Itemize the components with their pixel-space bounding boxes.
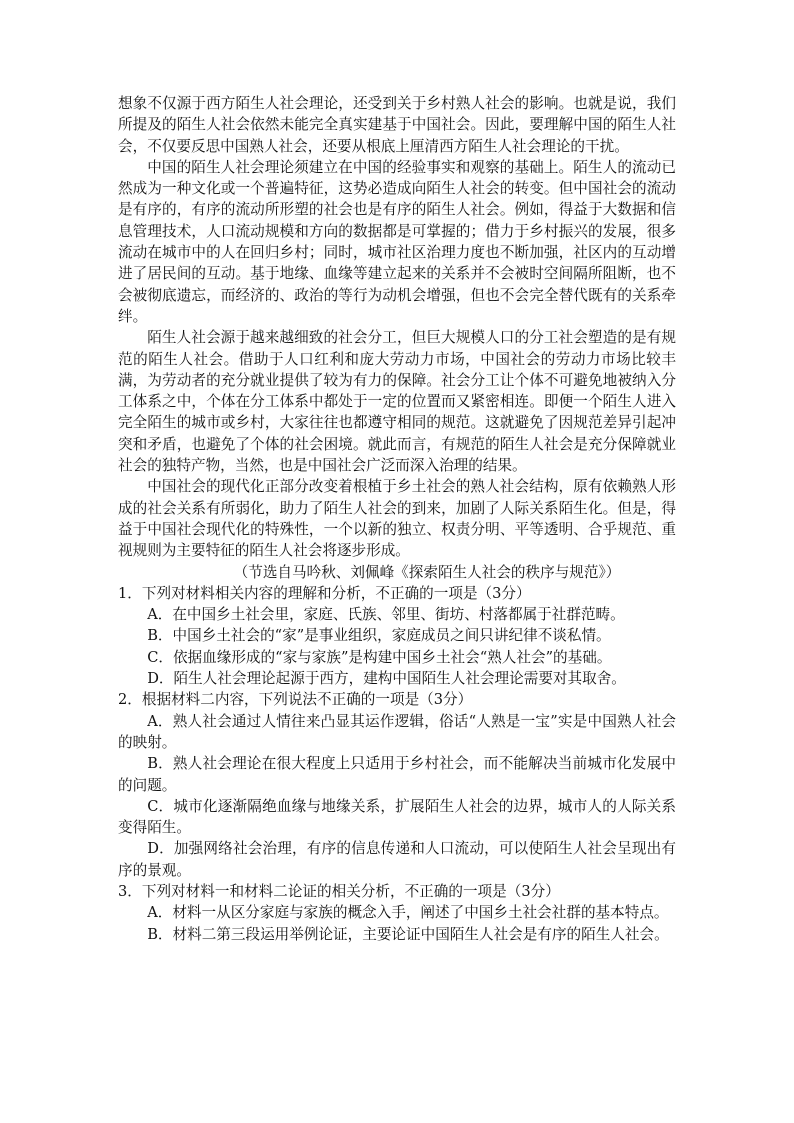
question-3-option-b: B．材料二第三段运用举例论证，主要论证中国陌生人社会是有序的陌生人社会。 xyxy=(147,925,669,943)
question-1-option-c: C．依据血缘形成的“家与家族”是构建中国乡土社会“熟人社会”的基础。 xyxy=(147,648,612,666)
passage-source: （节选自马吟秋、刘佩峰《探索陌生人社会的秩序与规范》） xyxy=(233,563,621,581)
passage-paragraph-2: 陌生人社会源于越来越细致的社会分工，但巨大规模人口的分工社会塑造的是有规范的陌生人社会。借助于人口红利和庞大劳动力市场，中国社会的劳动力市场比较丰满，为劳动者的充分就业提供了较为有力的保障。社会分工让个体不可避免地被纳入分工体系之中，个体在分工体系中都处于一定的位置而又紧密相连。即便一个陌生人进入完全陌生的城市或乡村，大家往往也都遵守相同的规范。这就避免了因规范差异引起冲突和矛盾，也避免了个体的社会困境。就此而言，有规范的陌生人社会是充分保障就业社会的独特产物，当然，也是中国社会广泛而深入治理的结果。 xyxy=(118,329,676,475)
question-1-option-d: D．陌生人社会理论起源于西方，建构中国陌生人社会理论需要对其取舍。 xyxy=(147,670,626,688)
exam-page xyxy=(118,93,676,945)
question-2-option-a: A．熟人社会通过人情往来凸显其运作逻辑，俗话“人熟是一宝”实是中国熟人社会的映射。 xyxy=(118,712,676,751)
question-2-option-d: D．加强网络社会治理，有序的信息传递和人口流动，可以使陌生人社会呈现出有序的景观。 xyxy=(118,840,676,879)
question-3-option-a: A．材料一从区分家庭与家族的概念入手，阐述了中国乡土社会社群的基本特点。 xyxy=(147,904,669,922)
question-1-option-b: B．中国乡土社会的“家”是事业组织，家庭成员之间只讲纪律不谈私情。 xyxy=(147,627,611,645)
question-2-option-b: B．熟人社会理论在很大程度上只适用于乡村社会，而不能解决当前城市化发展中的问题。 xyxy=(118,755,676,794)
passage-paragraph-1: 中国的陌生人社会理论须建立在中国的经验事实和观察的基础上。陌生人的流动已然成为一种文化或一个普遍特征，这势必造成向陌生人社会的转变。但中国社会的流动是有序的，有序的流动所形塑的社会也是有序的陌生人社会。例如，得益于大数据和信息管理技术，人口流动规模和方向的数据都是可掌握的；借力于乡村振兴的发展，很多流动在城市中的人在回归乡村；同时，城市社区治理力度也不断加强，社区内的互动增进了居民间的互动。基于地缘、血缘等建立起来的关系并不会被时空间隔所阻断，也不会被彻底遗忘，而经济的、政治的等行为动机会增强，但也不会完全替代既有的关系牵绊。 xyxy=(118,158,676,325)
passage-paragraph-0: 想象不仅源于西方陌生人社会理论，还受到关于乡村熟人社会的影响。也就是说，我们所提及的陌生人社会依然未能完全真实建基于中国社会。因此，要理解中国的陌生人社会，不仅要反思中国熟人社会，还要从根底上厘清西方陌生人社会理论的干扰。 xyxy=(118,95,676,155)
question-1-option-a: A．在中国乡土社会里，家庭、氏族、邻里、街坊、村落都属于社群范畴。 xyxy=(147,606,625,624)
question-3-stem: 3．下列对材料一和材料二论证的相关分析，不正确的一项是（3分） xyxy=(118,882,560,900)
question-1-stem: 1．下列对材料相关内容的理解和分析，不正确的一项是（3分） xyxy=(118,584,531,602)
question-2-option-c: C．城市化逐渐隔绝血缘与地缘关系，扩展陌生人社会的边界，城市人的人际关系变得陌生。 xyxy=(118,797,676,837)
passage-paragraph-3: 中国社会的现代化正部分改变着根植于乡土社会的熟人社会结构，原有依赖熟人形成的社会关系有所弱化，助力了陌生人社会的到来，加剧了人际关系陌生化。但是，得益于中国社会现代化的特殊性，一个以新的独立、权责分明、平等透明、合乎规范、重视规则为主要特征的陌生人社会将逐步形成。 xyxy=(118,478,676,560)
question-2-stem: 2．根据材料二内容，下列说法不正确的一项是（3分） xyxy=(118,691,473,709)
